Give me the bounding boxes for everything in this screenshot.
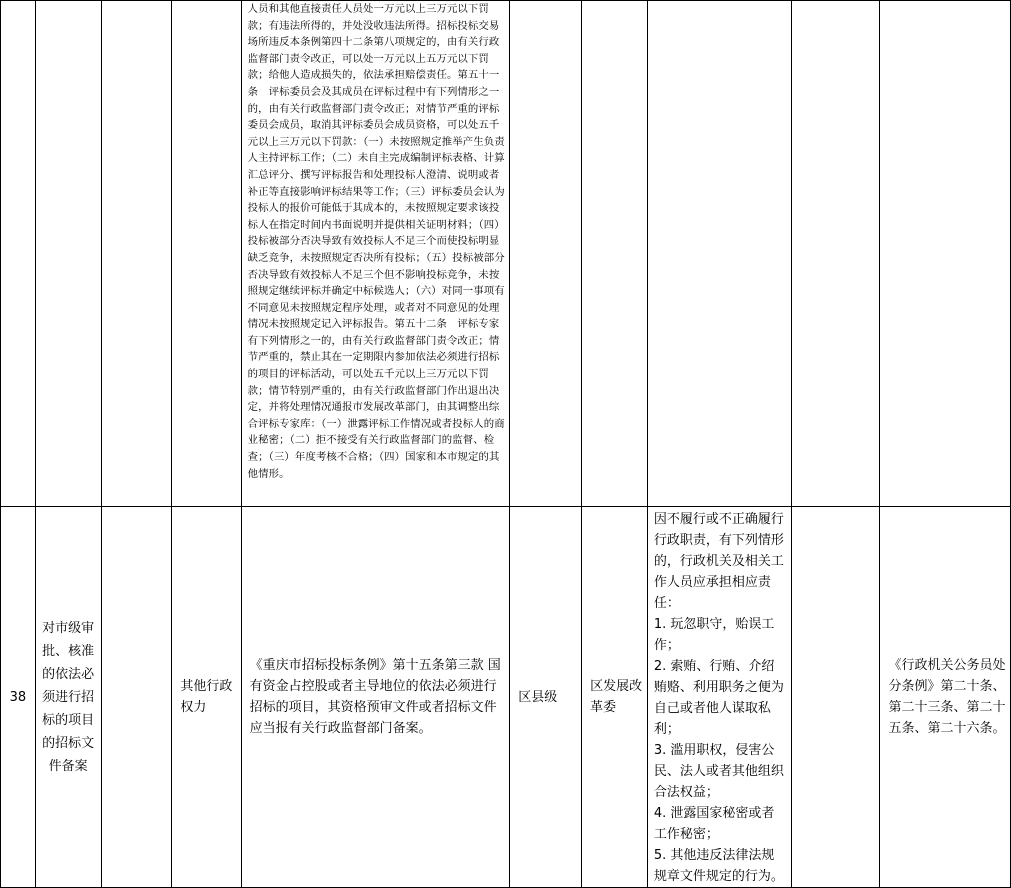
power-type-cell [172,1,241,507]
responsible-department: 区发展改革委 [582,507,648,888]
responsibility-list [647,507,791,888]
department-cell [582,1,648,507]
responsibility-cell [647,1,791,507]
level-cell [510,1,582,507]
responsibility-item: 4. 泄露国家秘密或者工作秘密； [653,806,775,842]
note-cell [791,1,879,507]
table-row [1,507,1011,888]
accountability-basis: 《行政机关公务员处分条例》第二十条、第二十三条、第二十五条、第二十六条。 [880,507,1011,888]
sub-item [101,507,172,888]
responsibility-item: 5. 其他违反法律法规规章文件规定的行为。 [653,848,784,884]
responsibility-item: 3. 滥用职权，侵害公民、法人或者其他组织合法权益； [653,743,784,800]
table-row [1,1,1011,507]
number-cell [1,1,36,507]
item-name: 对市级审批、核准的依法必须进行招标的项目的招标文件备案 [35,507,101,888]
responsibility-item: 2. 索贿、行贿、介绍贿赂、利用职务之便为自己或者他人谋取私利； [653,659,784,737]
implementation-level: 区县级 [510,507,582,888]
row-number: 38 [1,507,36,888]
basis-cell [241,1,510,507]
power-type: 其他行政权力 [172,507,241,888]
item-name-cell [35,1,101,507]
accountability-cell [880,1,1011,507]
basis-text: 人员和其他直接责任人员处一万元以上三万元以下罚款；有违法所得的，并处没收违法所得。招标投标交易场所违反本条例第四十二条第八项规定的，由有关行政监督部门责令改正，可以处一万元以上五万元以下罚款；给他人造成损失的，依法承担赔偿责任。第五十一条 评标委员会及其成员在评标过程中有下列情形之一的，由有关行政监督部门责令改正；对情节严重的评标委员会成员，取消其评标委员会成员资格，可以处五千元以上三万元以下罚款：（一）未按照规定推举产生负责人主持评标工作；（二）未自主完成编制评标表格、计算汇总评分、撰写评标报告和处理投标人澄清、说明或者补正等直接影响评标结果等工作；（三）评标委员会认为投标人的报价可能低于其成本的，未按照规定要求该投标人在指定时间内书面说明并提供相关证明材料；（四）投标被部分否决导致有效投标人不足三个而使投标明显缺乏竞争，未按照规定否决所有投标；（五）投标被部分否决导致有效投标人不足三个但不影响投标竞争，未按照规定继续评标并确定中标候选人；（六）对同一事项有不同意见未按照规定程序处理，或者对不同意见的处理情况未按照规定记入评标报告。第五十二条 评标专家有下列情形之一的，由有关行政监督部门责令改正；情节严重的，禁止其在一定期限内参加依法必须进行招标的项目的评标活动，可以处五千元以上三万元以下罚款；情节特别严重的，由有关行政监督部门作出退出决定，并将处理情况通报市发展改革部门，由其调整出综合评标专家库：（一）泄露评标工作情况或者投标人的商业秘密；（二）拒不接受有关行政监督部门的监督、检查；（三）年度考核不合格；（四）国家和本市规定的其他情形。 [247,3,505,480]
sub-item-cell [101,1,172,507]
responsibility-intro: 因不履行或不正确履行行政职责，有下列情形的，行政机关及相关工作人员应承担相应责任： [653,512,784,611]
legal-basis: 《重庆市招标投标条例》第十五条第三款 国有资金占控股或者主导地位的依法必须进行招标的项目，其资格预审文件或者招标文件应当报有关行政监督部门备案。 [241,507,510,888]
note [791,507,879,888]
responsibility-item: 1. 玩忽职守，贻误工作； [653,617,775,653]
